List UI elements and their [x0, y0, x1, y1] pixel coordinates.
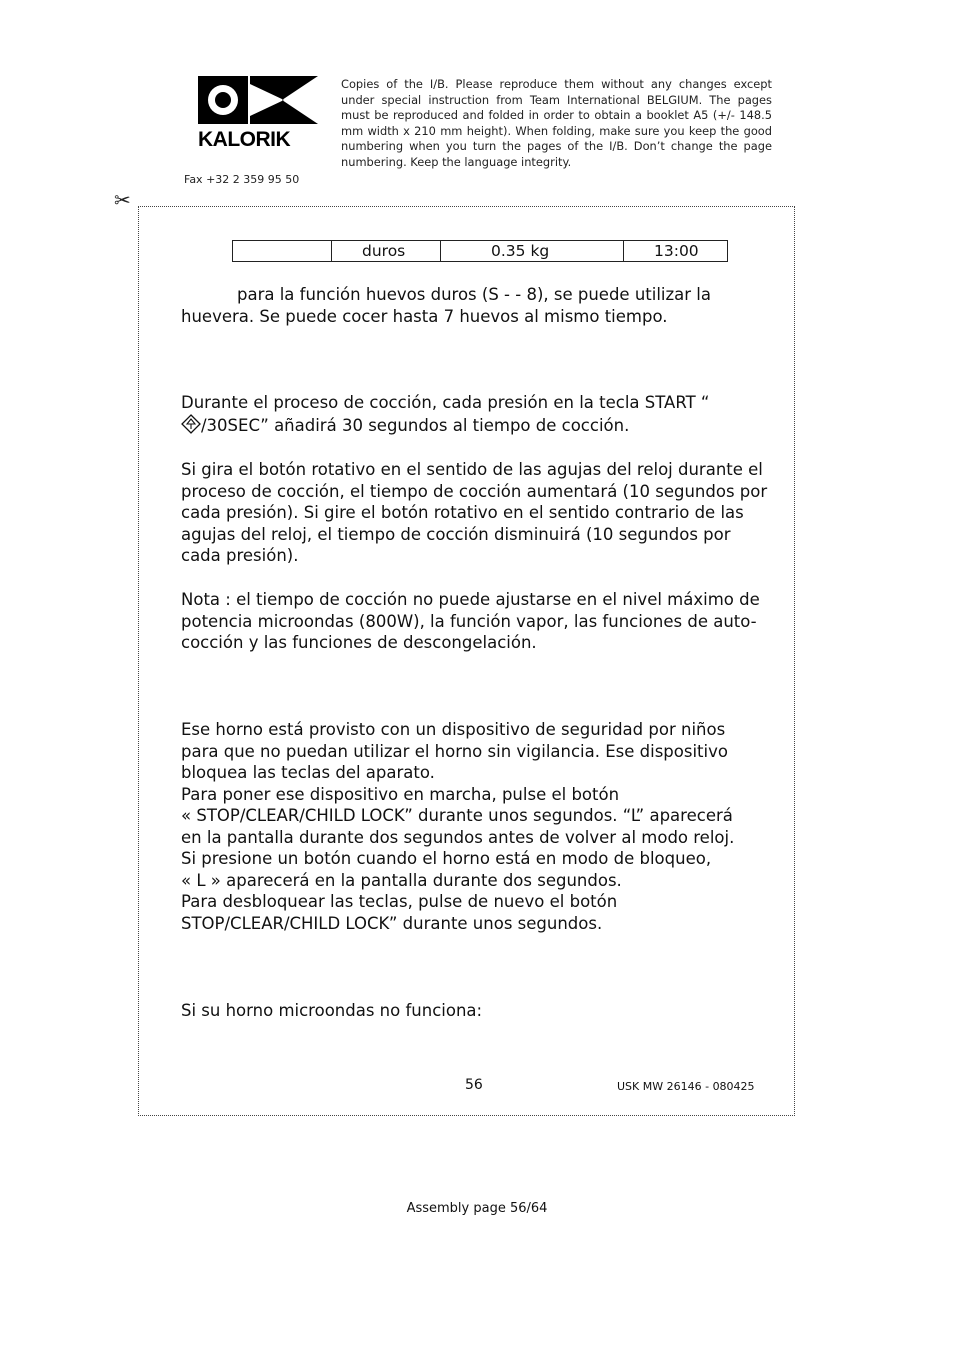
child-lock-line: « L » aparecerá en la pantalla durante dos segundos. — [181, 870, 622, 890]
child-lock-line: « STOP/CLEAR/CHILD LOCK” durante unos segundos. “L” aparecerá — [181, 806, 733, 825]
child-lock-line: STOP/CLEAR/CHILD LOCK” durante unos segundos. — [181, 913, 603, 933]
paragraph-troubleshooting: Si su horno microondas no funciona: — [181, 1001, 483, 1020]
table-cell: duros — [332, 241, 441, 262]
page-cut-frame — [138, 206, 795, 1116]
kalorik-logo-mark — [198, 76, 318, 128]
paragraph-start-button: Durante el proceso de cocción, cada presión en la tecla START “ /30SEC” añadirá 30 segundos al tiempo de cocción. — [181, 393, 710, 435]
start-diamond-icon — [181, 414, 201, 434]
child-lock-line: Si presione un botón cuando el horno está en modo de bloqueo, — [181, 849, 712, 868]
brand-name: KALORIK — [198, 128, 291, 151]
child-lock-line: Ese horno está provisto con un dispositivo de seguridad por niños — [181, 720, 726, 739]
child-lock-line: bloquea las teclas del aparato. — [181, 763, 435, 782]
paragraph-rotary-knob: Si gira el botón rotativo en el sentido de las agujas del reloj durante el proceso de cocción, el tiempo de cocción aumentará (10 segundos por cada presión). Si gire el botón rotativo en el sentido contrario de las agujas del reloj, el tiempo de cocción disminuirá (10 segundos por cada presión). — [181, 460, 768, 565]
table-cell: 13:00 — [624, 241, 728, 262]
document-code: USK MW 26146 - 080425 — [617, 1080, 755, 1093]
scissors-icon: ✂ — [114, 188, 131, 212]
kalorik-logo — [198, 76, 318, 154]
page-number: 56 — [465, 1077, 483, 1093]
table-row — [233, 241, 728, 262]
paragraph-child-lock — [181, 719, 771, 934]
table-cell — [233, 241, 332, 262]
child-lock-line: para que no puedan utilizar el horno sin vigilancia. Ese dispositivo — [181, 741, 728, 761]
paragraph-eggs: para la función huevos duros (S - - 8), se puede utilizar la huevera. Se puede cocer hasta 7 huevos al mismo tiempo. — [181, 285, 711, 326]
cooking-table — [232, 240, 728, 262]
assembly-page: Assembly page 56/64 — [406, 1201, 548, 1216]
child-lock-line: Para desbloquear las teclas, pulse de nuevo el botón — [181, 892, 618, 911]
child-lock-line: en la pantalla durante dos segundos antes de volver al modo reloj. — [181, 827, 735, 847]
fax-number: Fax +32 2 359 95 50 — [184, 173, 300, 186]
paragraph-note: Nota : el tiempo de cocción no puede ajustarse en el nivel máximo de potencia microondas (800W), la función vapor, las funciones de auto-cocción y las funciones de descongelación. — [181, 590, 760, 652]
table-cell: 0.35 kg — [441, 241, 624, 262]
reproduction-notice: Copies of the I/B. Please reproduce them without any changes except under special instruction from Team International BELGIUM. The pages must be reproduced and folded in order to obtain a booklet A5 (+/- 148.5 mm width x 210 mm height). When folding, make sure you keep the good numbering when you turn the pages of the I/B. Don’t change the page numbering. Keep the language integrity. — [341, 77, 772, 169]
child-lock-line: Para poner ese dispositivo en marcha, pulse el botón — [181, 784, 620, 804]
